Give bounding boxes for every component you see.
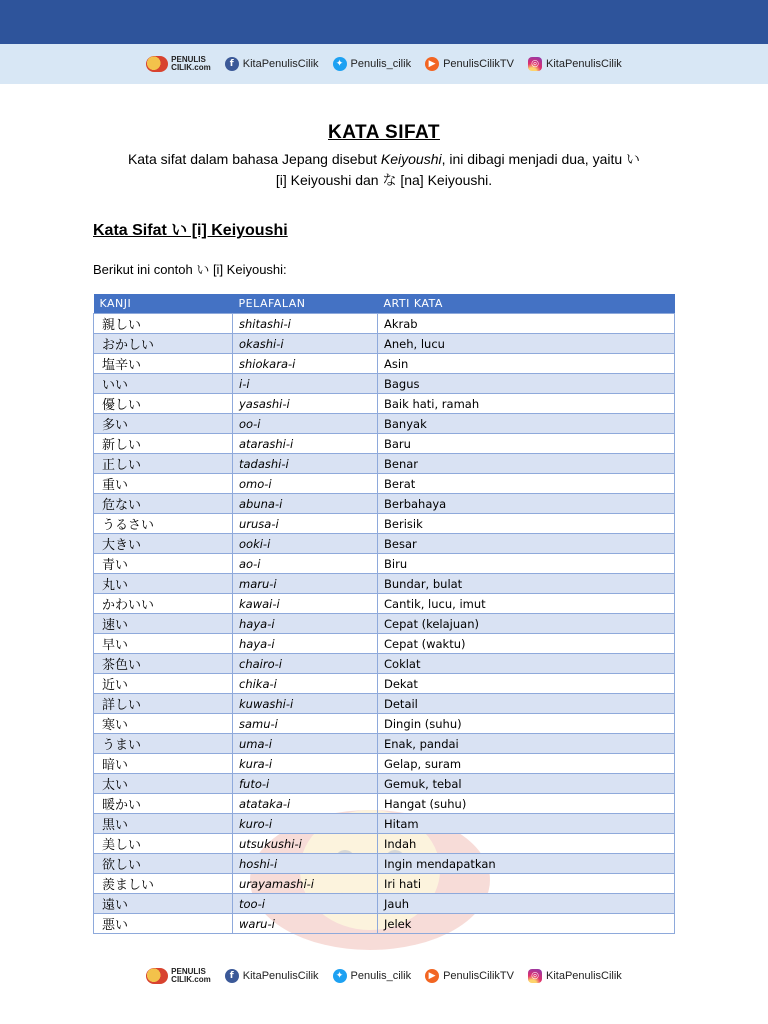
table-row — [94, 594, 675, 614]
header-kanji: KANJI — [94, 294, 233, 314]
pelafalan-cell: atarashi-i — [233, 434, 378, 454]
arti-kata-cell: Besar — [378, 534, 675, 554]
intro-after-line1: , ini dibagi menjadi dua, yaitu い — [441, 151, 641, 167]
kanji-cell: 正しい — [94, 454, 233, 474]
kanji-cell: 大きい — [94, 534, 233, 554]
penuliscilik-logo-icon — [146, 968, 168, 984]
kanji-cell: 多い — [94, 414, 233, 434]
table-row — [94, 354, 675, 374]
pelafalan-cell: chairo-i — [233, 654, 378, 674]
table-row — [94, 794, 675, 814]
kanji-cell: 優しい — [94, 394, 233, 414]
arti-kata-cell: Iri hati — [378, 874, 675, 894]
intro-line2: [i] Keiyoushi dan な [na] Keiyoushi. — [275, 172, 493, 188]
arti-kata-cell: Hangat (suhu) — [378, 794, 675, 814]
kanji-cell: 近い — [94, 674, 233, 694]
arti-kata-cell: Gemuk, tebal — [378, 774, 675, 794]
facebook-icon: f — [225, 57, 239, 71]
kanji-cell: 美しい — [94, 834, 233, 854]
kanji-cell: 欲しい — [94, 854, 233, 874]
table-row — [94, 334, 675, 354]
arti-kata-cell: Bagus — [378, 374, 675, 394]
pelafalan-cell: futo-i — [233, 774, 378, 794]
pelafalan-cell: kawai-i — [233, 594, 378, 614]
arti-kata-cell: Baik hati, ramah — [378, 394, 675, 414]
youtube-icon: ▶ — [425, 969, 439, 983]
kanji-cell: 黒い — [94, 814, 233, 834]
table-row — [94, 834, 675, 854]
kanji-cell: 新しい — [94, 434, 233, 454]
brand-logo[interactable] — [146, 56, 211, 72]
arti-kata-cell: Asin — [378, 354, 675, 374]
pelafalan-cell: atataka-i — [233, 794, 378, 814]
social-links-footer — [0, 964, 768, 988]
twitter-label: Penulis_cilik — [350, 970, 412, 982]
pelafalan-cell: chika-i — [233, 674, 378, 694]
table-row — [94, 814, 675, 834]
twitter-icon: ✦ — [333, 57, 347, 71]
kanji-cell: 青い — [94, 554, 233, 574]
instagram-label: KitaPenulisCilik — [546, 58, 622, 70]
arti-kata-cell: Biru — [378, 554, 675, 574]
table-row — [94, 514, 675, 534]
table-row — [94, 674, 675, 694]
arti-kata-cell: Coklat — [378, 654, 675, 674]
arti-kata-cell: Berisik — [378, 514, 675, 534]
table-row — [94, 634, 675, 654]
instagram-link-footer[interactable] — [528, 969, 622, 983]
kanji-cell: 悪い — [94, 914, 233, 934]
facebook-label: KitaPenulisCilik — [242, 970, 319, 982]
brand-line1: PENULIS — [171, 55, 206, 64]
table-row — [94, 754, 675, 774]
facebook-link[interactable] — [225, 57, 319, 71]
twitter-icon: ✦ — [333, 969, 347, 983]
pelafalan-cell: ao-i — [233, 554, 378, 574]
kanji-cell: 早い — [94, 634, 233, 654]
pelafalan-cell: yasashi-i — [233, 394, 378, 414]
pelafalan-cell: abuna-i — [233, 494, 378, 514]
pelafalan-cell: haya-i — [233, 634, 378, 654]
brand-line1: PENULIS — [171, 967, 206, 976]
header-pelafalan: PELAFALAN — [233, 294, 378, 314]
arti-kata-cell: Hitam — [378, 814, 675, 834]
table-row — [94, 534, 675, 554]
pelafalan-cell: waru-i — [233, 914, 378, 934]
arti-kata-cell: Banyak — [378, 414, 675, 434]
table-row — [94, 614, 675, 634]
intro-paragraph — [88, 149, 680, 191]
table-row — [94, 914, 675, 934]
kanji-cell: 寒い — [94, 714, 233, 734]
instagram-icon: ◎ — [528, 969, 542, 983]
table-row — [94, 874, 675, 894]
table-row — [94, 574, 675, 594]
twitter-label: Penulis_cilik — [350, 58, 412, 70]
twitter-link[interactable] — [333, 57, 412, 71]
brand-line2: CILIK.com — [171, 63, 211, 72]
kanji-cell: 親しい — [94, 314, 233, 334]
arti-kata-cell: Baru — [378, 434, 675, 454]
arti-kata-cell: Enak, pandai — [378, 734, 675, 754]
brand-logo-footer[interactable] — [146, 968, 211, 984]
arti-kata-cell: Cepat (kelajuan) — [378, 614, 675, 634]
arti-kata-cell: Jelek — [378, 914, 675, 934]
kanji-cell: おかしい — [94, 334, 233, 354]
table-row — [94, 894, 675, 914]
kanji-cell: 太い — [94, 774, 233, 794]
kanji-cell: 速い — [94, 614, 233, 634]
keiyoushi-table — [93, 294, 675, 934]
kanji-cell: うまい — [94, 734, 233, 754]
section-lead: Berikut ini contoh い [i] Keiyoushi: — [93, 262, 287, 277]
pelafalan-cell: kuro-i — [233, 814, 378, 834]
page-title: KATA SIFAT — [328, 122, 440, 143]
pelafalan-cell: urayamashi-i — [233, 874, 378, 894]
facebook-link-footer[interactable] — [225, 969, 319, 983]
intro-emphasis: Keiyoushi — [380, 151, 442, 167]
facebook-icon: f — [225, 969, 239, 983]
kanji-cell: うるさい — [94, 514, 233, 534]
table-row — [94, 774, 675, 794]
table-row — [94, 554, 675, 574]
pelafalan-cell: haya-i — [233, 614, 378, 634]
table-row — [94, 714, 675, 734]
arti-kata-cell: Dekat — [378, 674, 675, 694]
table-row — [94, 734, 675, 754]
table-row — [94, 454, 675, 474]
section-heading: Kata Sifat い [i] Keiyoushi — [93, 222, 288, 239]
table-row — [94, 374, 675, 394]
pelafalan-cell: oo-i — [233, 414, 378, 434]
kanji-cell: 詳しい — [94, 694, 233, 714]
top-banner — [0, 0, 768, 44]
pelafalan-cell: kuwashi-i — [233, 694, 378, 714]
pelafalan-cell: i-i — [233, 374, 378, 394]
kanji-cell: 暖かい — [94, 794, 233, 814]
youtube-icon: ▶ — [425, 57, 439, 71]
pelafalan-cell: maru-i — [233, 574, 378, 594]
instagram-label: KitaPenulisCilik — [546, 970, 622, 982]
arti-kata-cell: Berat — [378, 474, 675, 494]
pelafalan-cell: too-i — [233, 894, 378, 914]
youtube-label: PenulisCilikTV — [443, 58, 514, 70]
pelafalan-cell: tadashi-i — [233, 454, 378, 474]
pelafalan-cell: urusa-i — [233, 514, 378, 534]
kanji-cell: 塩辛い — [94, 354, 233, 374]
arti-kata-cell: Berbahaya — [378, 494, 675, 514]
youtube-link[interactable] — [425, 57, 514, 71]
pelafalan-cell: shiokara-i — [233, 354, 378, 374]
pelafalan-cell: okashi-i — [233, 334, 378, 354]
table-row — [94, 654, 675, 674]
twitter-link-footer[interactable] — [333, 969, 412, 983]
kanji-cell: かわいい — [94, 594, 233, 614]
table-row — [94, 854, 675, 874]
pelafalan-cell: utsukushi-i — [233, 834, 378, 854]
pelafalan-cell: uma-i — [233, 734, 378, 754]
instagram-icon: ◎ — [528, 57, 542, 71]
youtube-label: PenulisCilikTV — [443, 970, 514, 982]
arti-kata-cell: Cepat (waktu) — [378, 634, 675, 654]
kanji-cell: 危ない — [94, 494, 233, 514]
kanji-cell: 茶色い — [94, 654, 233, 674]
table-row — [94, 394, 675, 414]
arti-kata-cell: Jauh — [378, 894, 675, 914]
arti-kata-cell: Akrab — [378, 314, 675, 334]
kanji-cell: 暗い — [94, 754, 233, 774]
intro-before: Kata sifat dalam bahasa Jepang disebut — [127, 151, 381, 167]
table-header-row — [94, 294, 675, 314]
pelafalan-cell: ooki-i — [233, 534, 378, 554]
kanji-cell: 遠い — [94, 894, 233, 914]
pelafalan-cell: omo-i — [233, 474, 378, 494]
arti-kata-cell: Indah — [378, 834, 675, 854]
pelafalan-cell: kura-i — [233, 754, 378, 774]
pelafalan-cell: hoshi-i — [233, 854, 378, 874]
arti-kata-cell: Aneh, lucu — [378, 334, 675, 354]
arti-kata-cell: Benar — [378, 454, 675, 474]
brand-line2: CILIK.com — [171, 975, 211, 984]
table-row — [94, 314, 675, 334]
arti-kata-cell: Detail — [378, 694, 675, 714]
penuliscilik-logo-icon — [146, 56, 168, 72]
table-row — [94, 494, 675, 514]
instagram-link[interactable] — [528, 57, 622, 71]
arti-kata-cell: Dingin (suhu) — [378, 714, 675, 734]
arti-kata-cell: Gelap, suram — [378, 754, 675, 774]
arti-kata-cell: Cantik, lucu, imut — [378, 594, 675, 614]
header-arti-kata: ARTI KATA — [378, 294, 675, 314]
pelafalan-cell: samu-i — [233, 714, 378, 734]
kanji-cell: 羨ましい — [94, 874, 233, 894]
table-body — [94, 314, 675, 934]
arti-kata-cell: Bundar, bulat — [378, 574, 675, 594]
table-row — [94, 414, 675, 434]
arti-kata-cell: Ingin mendapatkan — [378, 854, 675, 874]
table-row — [94, 474, 675, 494]
kanji-cell: いい — [94, 374, 233, 394]
table-row — [94, 434, 675, 454]
social-links-header — [0, 52, 768, 76]
facebook-label: KitaPenulisCilik — [242, 58, 319, 70]
kanji-cell: 重い — [94, 474, 233, 494]
table-row — [94, 694, 675, 714]
youtube-link-footer[interactable] — [425, 969, 514, 983]
pelafalan-cell: shitashi-i — [233, 314, 378, 334]
kanji-cell: 丸い — [94, 574, 233, 594]
